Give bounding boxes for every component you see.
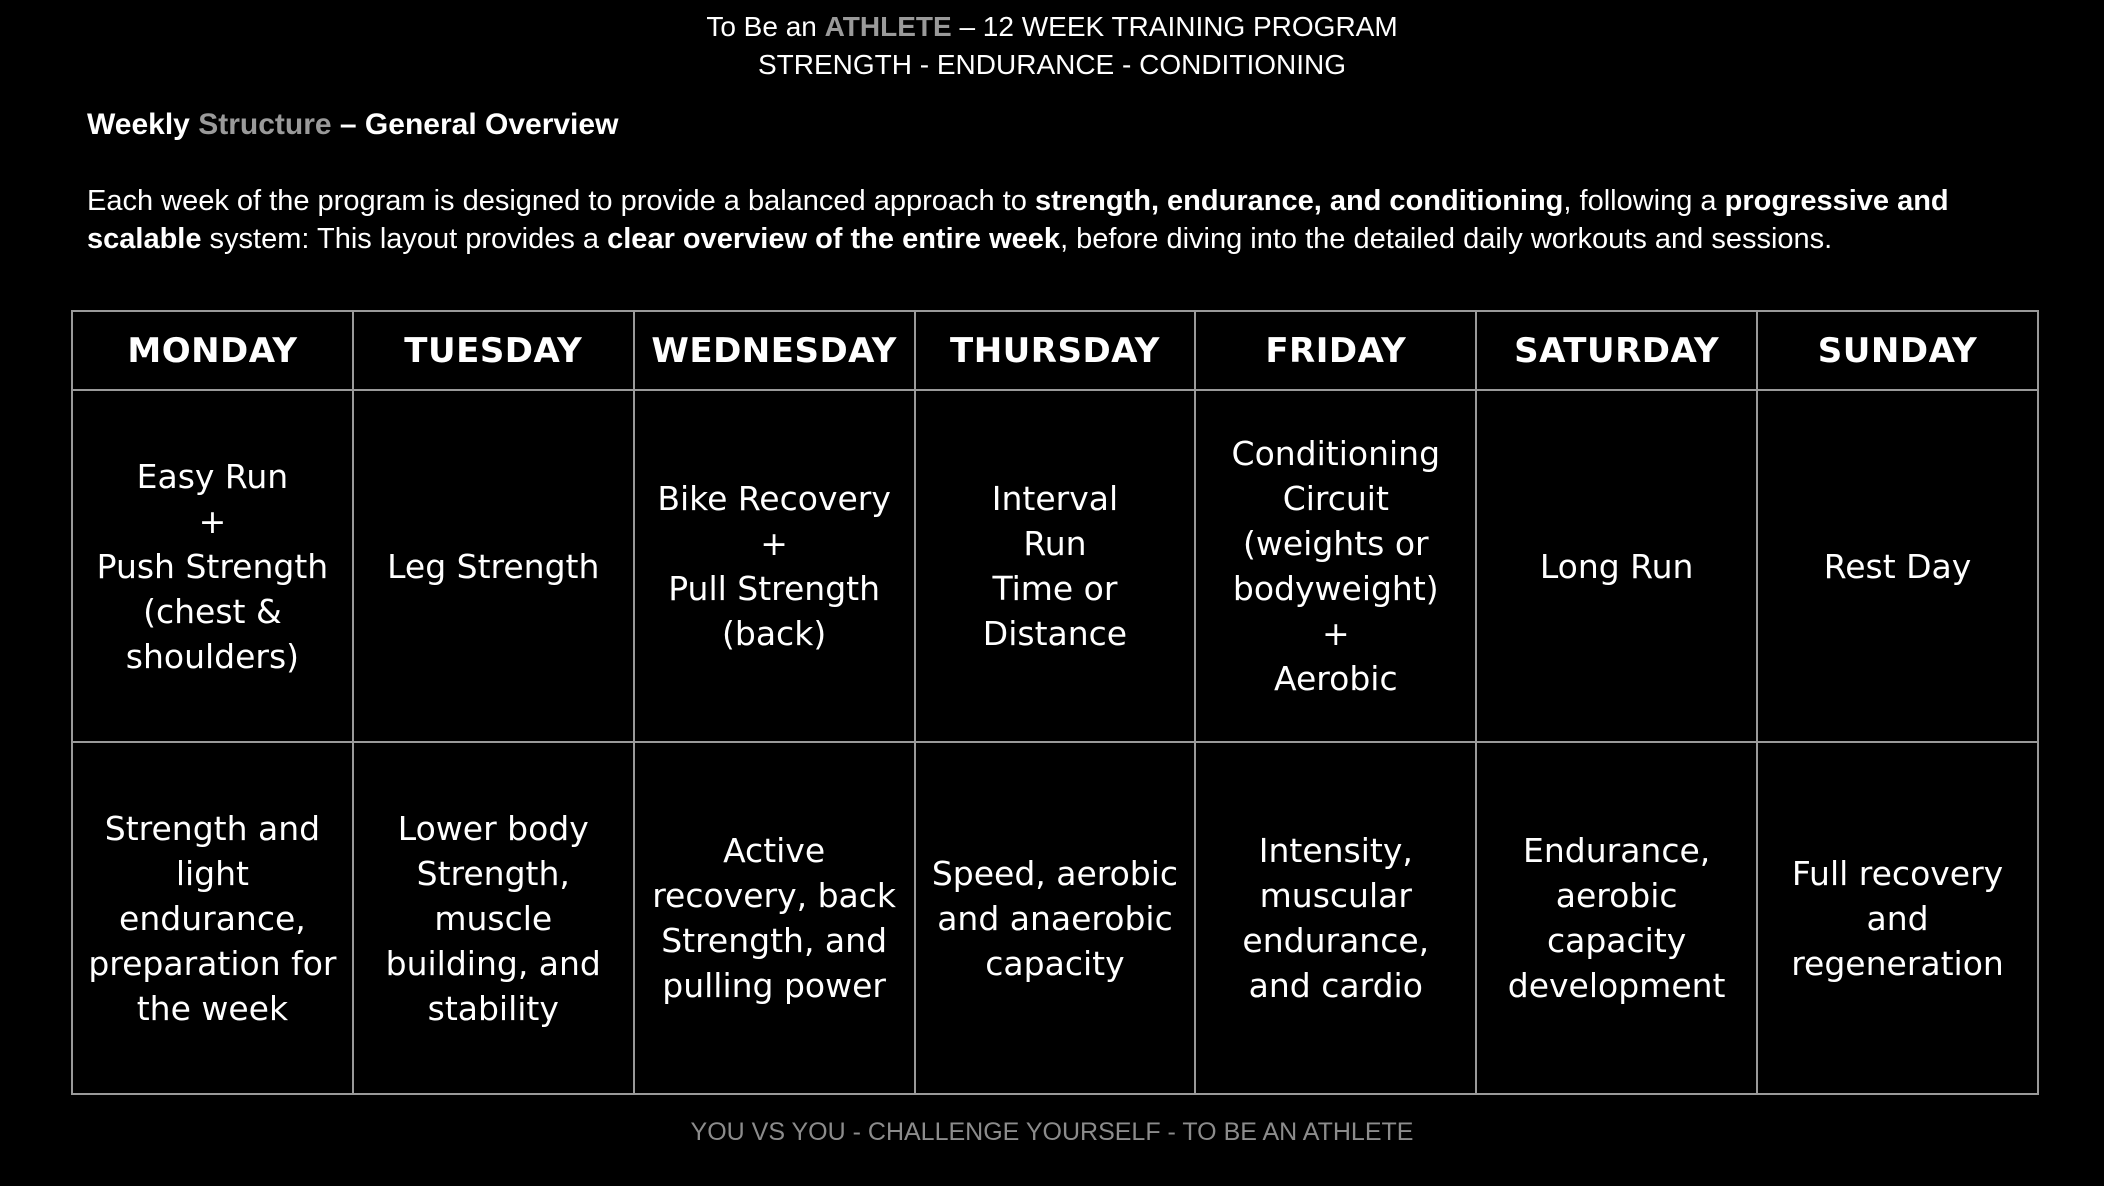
cell-line: Lower body: [397, 808, 589, 848]
session-cell-saturday: [1476, 390, 1757, 742]
day-header: MONDAY: [72, 311, 353, 390]
intro-bold-3: clear overview of the entire week: [607, 223, 1061, 255]
cell-line: Pull Strength: [668, 569, 881, 608]
section-title-part2: – General Overview: [339, 108, 619, 141]
day-header: FRIDAY: [1195, 311, 1476, 390]
cell-line: Circuit: [1282, 479, 1389, 518]
goal-cell-monday: [72, 742, 353, 1094]
weekly-schedule-table: [71, 310, 2039, 1095]
cell-line: light: [175, 853, 249, 893]
intro-bold-2: progressive and scalable: [87, 185, 1949, 255]
cell-line: and: [1866, 898, 1929, 938]
session-cell-sunday: [1757, 390, 2038, 742]
cell-line: Conditioning: [1231, 434, 1441, 473]
cell-line: development: [1507, 966, 1726, 1005]
cell-line: Full recovery: [1791, 853, 2004, 893]
session-cell-thursday: [915, 390, 1196, 742]
cell-line: bodyweight): [1232, 569, 1439, 608]
cell-line: +: [760, 524, 788, 563]
cell-line: muscle: [434, 898, 553, 938]
cell-line: (weights or: [1243, 524, 1429, 563]
cell-line: Intensity,: [1258, 831, 1413, 870]
cell-line: pulling power: [662, 966, 886, 1005]
goal-cell-tuesday: [353, 742, 634, 1094]
cell-line: Bike Recovery: [657, 479, 891, 518]
cell-line: Leg Strength: [387, 546, 600, 586]
goal-row: [72, 742, 2038, 1094]
cell-line: Push Strength: [96, 546, 329, 586]
intro-paragraph: [87, 182, 2032, 258]
cell-line: Distance: [982, 614, 1128, 653]
cell-line: stability: [427, 988, 559, 1028]
goal-cell-thursday: [915, 742, 1196, 1094]
cell-line: Strength and: [104, 808, 321, 848]
day-header-row: [72, 311, 2038, 390]
section-title-part1: Weekly: [87, 108, 190, 141]
day-header: WEDNESDAY: [634, 311, 915, 390]
cell-line: Easy Run: [136, 456, 289, 496]
cell-line: Speed, aerobic: [931, 853, 1179, 893]
cell-line: Interval: [991, 479, 1119, 518]
cell-line: preparation for: [88, 943, 337, 983]
cell-line: Active: [723, 831, 826, 870]
intro-text-2: , following a: [1563, 185, 1725, 217]
day-header: THURSDAY: [915, 311, 1196, 390]
cell-line: Strength, and: [661, 921, 888, 960]
goal-cell-friday: [1195, 742, 1476, 1094]
intro-text-3: system: This layout provides a: [201, 223, 608, 255]
cell-line: and cardio: [1248, 966, 1423, 1005]
day-header: TUESDAY: [353, 311, 634, 390]
cell-line: +: [198, 501, 227, 541]
cell-line: Endurance,: [1523, 831, 1711, 870]
session-row: [72, 390, 2038, 742]
cell-line: capacity: [985, 943, 1125, 983]
cell-line: (back): [722, 614, 827, 653]
session-cell-tuesday: [353, 390, 634, 742]
cell-line: building, and: [385, 943, 601, 983]
goal-cell-saturday: [1476, 742, 1757, 1094]
cell-line: recovery, back: [652, 876, 897, 915]
cell-line: Aerobic: [1274, 659, 1398, 698]
cell-line: Strength,: [416, 853, 570, 893]
cell-line: Rest Day: [1823, 546, 1972, 586]
footer-tagline: YOU VS YOU - CHALLENGE YOURSELF - TO BE AN ATHLETE: [690, 1118, 1414, 1146]
session-cell-monday: [72, 390, 353, 742]
cell-line: capacity: [1546, 921, 1687, 960]
day-header: SATURDAY: [1476, 311, 1757, 390]
session-cell-friday: [1195, 390, 1476, 742]
cell-line: Long Run: [1539, 546, 1694, 586]
goal-cell-sunday: [1757, 742, 2038, 1094]
intro-text-4: , before diving into the detailed daily workouts and sessions.: [1060, 223, 1833, 255]
program-subtitle: STRENGTH - ENDURANCE - CONDITIONING: [758, 49, 1346, 80]
cell-line: +: [1321, 614, 1350, 653]
program-title: [0, 8, 2104, 46]
cell-line: muscular: [1259, 876, 1412, 915]
cell-line: Run: [1023, 524, 1087, 563]
title-highlight: ATHLETE: [824, 11, 952, 42]
goal-cell-wednesday: [634, 742, 915, 1094]
cell-line: the week: [136, 988, 289, 1028]
program-header: [0, 8, 2104, 84]
title-prefix: To Be an: [706, 11, 817, 42]
cell-line: endurance,: [119, 898, 306, 938]
intro-text-1: Each week of the program is designed to provide a balanced approach to: [87, 185, 1035, 217]
title-suffix: – 12 WEEK TRAINING PROGRAM: [959, 11, 1398, 42]
cell-line: regeneration: [1791, 943, 2004, 983]
day-header: SUNDAY: [1757, 311, 2038, 390]
intro-bold-1: strength, endurance, and conditioning: [1034, 185, 1564, 217]
cell-line: endurance,: [1242, 921, 1430, 960]
session-cell-wednesday: [634, 390, 915, 742]
section-title-highlight: Structure: [198, 108, 332, 141]
cell-line: aerobic: [1555, 876, 1678, 915]
cell-line: (chest &: [143, 591, 282, 631]
cell-line: Time or: [992, 569, 1118, 608]
cell-line: shoulders): [125, 636, 300, 676]
section-title: [87, 108, 618, 142]
cell-line: and anaerobic: [937, 898, 1173, 938]
